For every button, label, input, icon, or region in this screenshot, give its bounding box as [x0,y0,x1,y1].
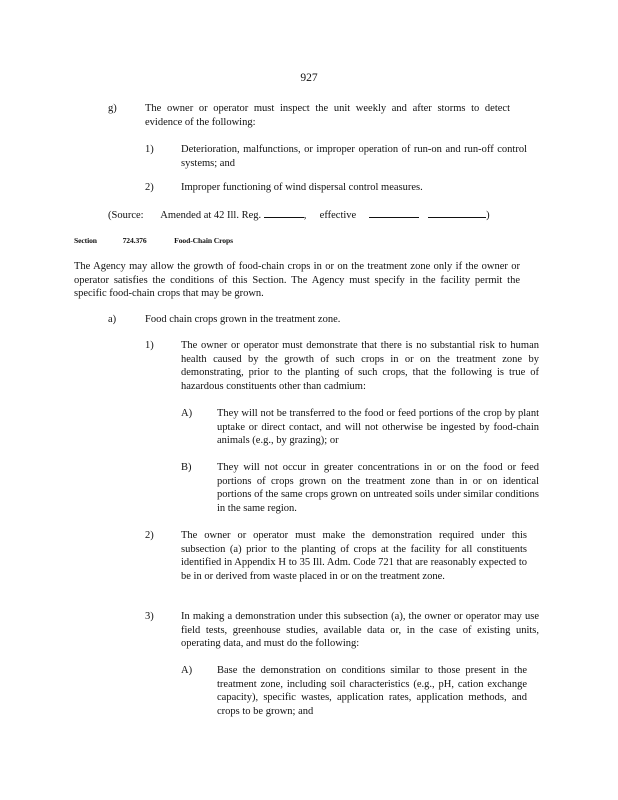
subsection-g-text: The owner or operator must inspect the unit weekly and after storms to detect evidence of the following: [145,103,510,128]
subsection-a2-text: The owner or operator must make the demonstration required under this subsection (a) prior to the planting of crops at the facility for all constituents identified in Appendix H to 35 Ill. Adm. Code 721 that are reasonably expected to be in or derived from waste placed in or on the treatment zone. [181,530,527,582]
page-number: 927 [300,72,318,84]
subsection-a1-label: 1) [145,340,154,351]
subsection-a-text: Food chain crops grown in the treatment zone. [145,314,341,325]
source-text: Amended at 42 Ill. Reg. [160,210,262,221]
subsection-a3-text: In making a demonstration under this subsection (a), the owner or operator may use field tests, greenhouse studies, available data or, in the case of existing units, operating data, and must do the following: [181,611,539,650]
source-effective: effective [319,210,357,221]
source-prefix: (Source: [108,210,144,221]
subsection-g2-label: 2) [145,182,154,193]
subsection-a2-label: 2) [145,530,154,541]
subsection-a3A-label: A) [181,665,193,676]
subsection-g2-text: Improper functioning of wind dispersal control measures. [181,182,423,193]
source-suffix: ) [486,210,490,221]
subsection-a1-text: The owner or operator must demonstrate that there is no substantial risk to human health caused by the growth of such crops in or on the treatment zone by demonstrating, prior to the planting of such crops, that the following is true of hazardous constituents other than cadmium: [181,340,539,392]
subsection-a1B-text: They will not occur in greater concentrations in or on the food or feed portions of crops grown on the treatment zone than in or on identical portions of the same crops grown on untreated soils under similar conditions in the same region. [217,462,539,514]
subsection-g1-text: Deterioration, malfunctions, or improper operation of run-on and run-off control systems; and [181,144,527,169]
source-blank-date2 [428,207,486,218]
subsection-a3-label: 3) [145,611,154,622]
subsection-a-label: a) [108,314,117,325]
section-number: 724.376 [122,236,147,245]
subsection-a1B-label: B) [181,462,192,473]
section-intro: The Agency may allow the growth of food-chain crops in or on the treatment zone only if the owner or operator satisfies the conditions of this Section. The Agency must specify in the facility permit the specific food-chain crops that may be grown. [74,261,520,300]
section-heading [74,234,233,248]
section-label: Section [74,236,97,245]
subsection-a3A-text: Base the demonstration on conditions similar to those present in the treatment zone, including soil characteristics (e.g., pH, cation exchange capacity), specific wastes, application rates, application methods, and crops to be grown; and [217,665,527,717]
subsection-a1A-label: A) [181,408,193,419]
source-blank-date [369,207,419,218]
source-blank-reg [264,207,304,218]
subsection-a1A-text: They will not be transferred to the food or feed portions of the crop by plant uptake or direct contact, and will not otherwise be ingested by food-chain animals (e.g., by grazing); or [217,408,539,447]
subsection-g1-label: 1) [145,144,154,155]
section-title: Food-Chain Crops [174,236,233,245]
source-note: (Source: Amended at 42 Ill. Reg. , effective ) [108,207,528,223]
subsection-g-label: g) [108,103,117,114]
